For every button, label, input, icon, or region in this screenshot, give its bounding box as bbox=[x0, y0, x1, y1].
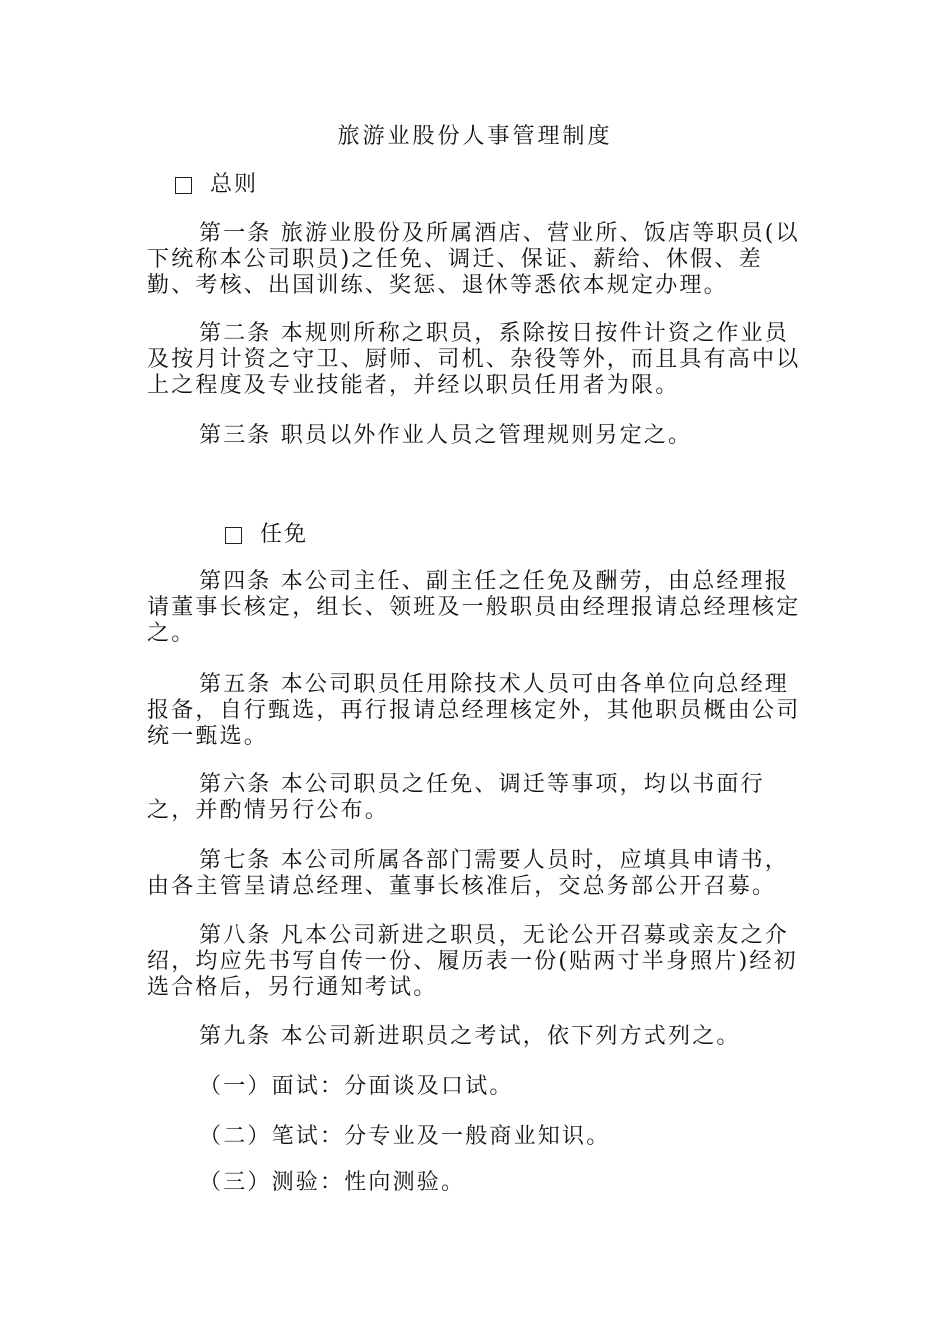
checkbox-icon bbox=[175, 177, 192, 194]
article-1: 第一条 旅游业股份及所属酒店、营业所、饭店等职员(以下统称本公司职员)之任免、调迁、保证、薪给、休假、差勤、考核、出国训练、奖惩、退休等悉依本规定办理。 bbox=[147, 221, 800, 298]
article-8: 第八条 凡本公司新进之职员，无论公开召募或亲友之介绍，均应先书写自传一份、履历表一份(贴两寸半身照片)经初选合格后，另行通知考试。 bbox=[147, 923, 798, 1000]
checkbox-icon bbox=[225, 527, 242, 544]
article-5: 第五条 本公司职员任用除技术人员可由各单位向总经理报备，自行甄选，再行报请总经理核定外，其他职员概由公司统一甄选。 bbox=[147, 672, 801, 749]
list-item: （一）面试：分面谈及口试。 bbox=[199, 1074, 514, 1099]
article-7: 第七条 本公司所属各部门需要人员时，应填具申请书，由各主管呈请总经理、董事长核准后，交总务部公开召募。 bbox=[147, 848, 789, 899]
list-item: （二）笔试：分专业及一般商业知识。 bbox=[199, 1124, 611, 1149]
document-title: 旅游业股份人事管理制度 bbox=[337, 124, 613, 149]
section-heading-general bbox=[175, 170, 258, 200]
article-2: 第二条 本规则所称之职员，系除按日按件计资之作业员及按月计资之守卫、厨师、司机、杂役等外，而且具有高中以上之程度及专业技能者，并经以职员任用者为限。 bbox=[147, 321, 801, 398]
article-4: 第四条 本公司主任、副主任之任免及酬劳，由总经理报请董事长核定，组长、领班及一般职员由经理报请总经理核定之。 bbox=[147, 569, 801, 646]
section-heading-label: 总则 bbox=[210, 172, 259, 197]
article-3: 第三条 职员以外作业人员之管理规则另定之。 bbox=[199, 423, 693, 448]
section-heading-appointment bbox=[225, 520, 308, 550]
article-9: 第九条 本公司新进职员之考试，依下列方式列之。 bbox=[199, 1024, 741, 1049]
section-heading-label: 任免 bbox=[260, 522, 309, 547]
list-item: （三）测验：性向测验。 bbox=[199, 1170, 466, 1195]
article-6: 第六条 本公司职员之任免、调迁等事项，均以书面行之，并酌情另行公布。 bbox=[147, 772, 765, 823]
